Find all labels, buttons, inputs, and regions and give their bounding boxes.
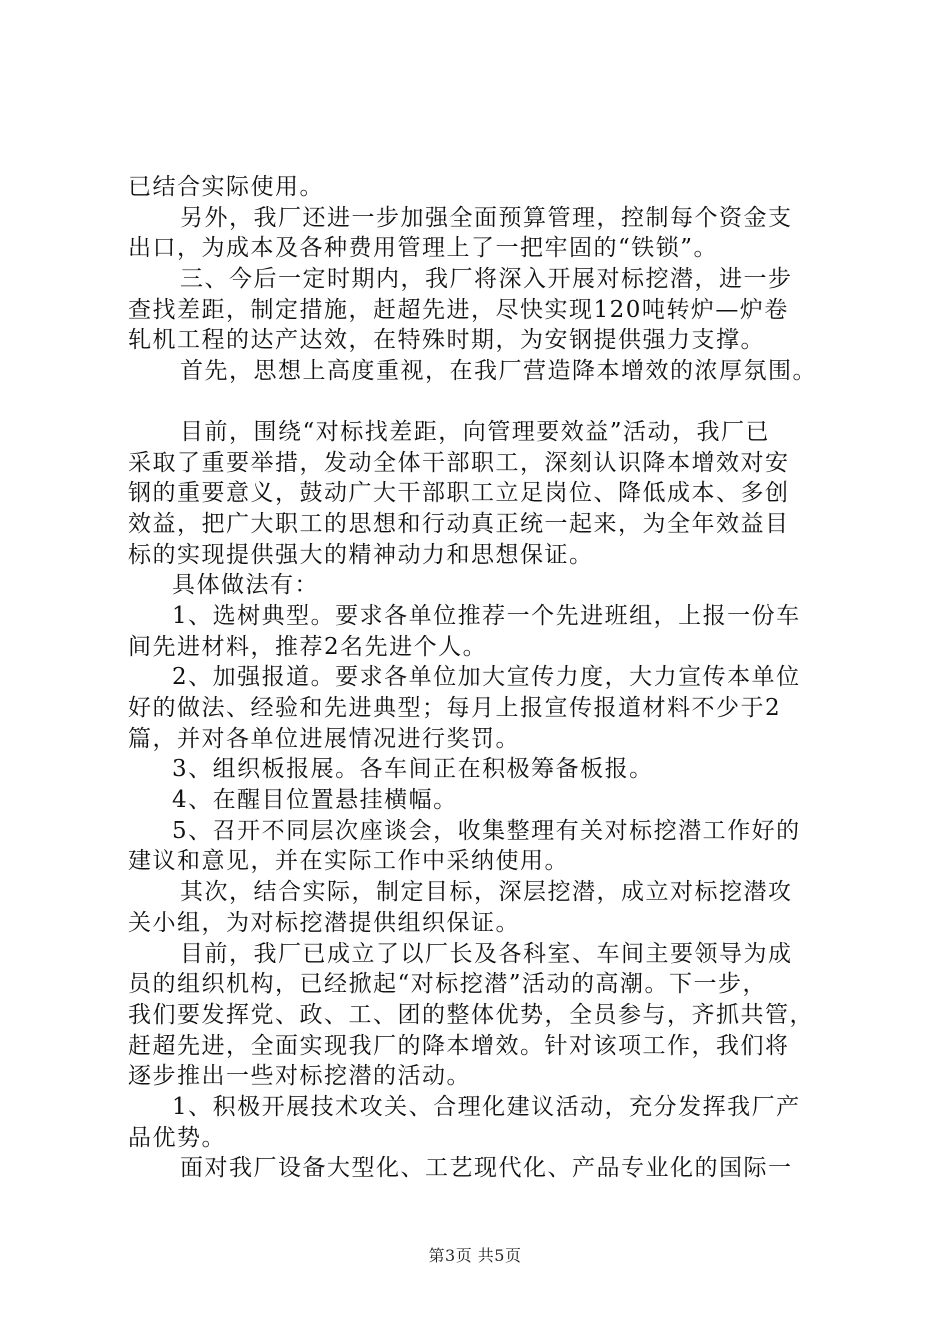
text-line: 具体做法有： <box>172 572 319 599</box>
text-line: 首先，思想上高度重视，在我厂营造降本增效的浓厚氛围。 <box>180 358 817 385</box>
text-line: 4、在醒目位置悬挂横幅。 <box>172 787 458 814</box>
text-line: 品优势。 <box>128 1124 226 1151</box>
text-line: 2、加强报道。要求各单位加大宣传力度，大力宣传本单位 <box>172 664 801 691</box>
text-line: 已结合实际使用。 <box>128 174 324 200</box>
text-line: 3、组织板报展。各车间正在积极筹备板报。 <box>172 756 654 783</box>
text-line: 目前，围绕“对标找差距，向管理要效益”活动，我厂已 <box>180 418 771 445</box>
text-line: 采取了重要举措，发动全体干部职工，深刻认识降本增效对安 <box>128 449 790 476</box>
text-line: 面对我厂设备大型化、工艺现代化、产品专业化的国际一 <box>180 1155 793 1182</box>
text-line: 建议和意见，并在实际工作中采纳使用。 <box>128 848 569 875</box>
text-line: 员的组织机构，已经掀起“对标挖潜”活动的高潮。下一步， <box>128 971 768 998</box>
text-line: 轧机工程的达产达效，在特殊时期，为安钢提供强力支撑。 <box>128 327 765 354</box>
text-line: 好的做法、经验和先进典型；每月上报宣传报道材料不少于2 <box>128 695 782 721</box>
text-line: 篇，并对各单位进展情况进行奖罚。 <box>128 725 520 752</box>
text-line: 逐步推出一些对标挖潜的活动。 <box>128 1063 471 1090</box>
text-line: 效益，把广大职工的思想和行动真正统一起来，为全年效益目 <box>128 510 790 537</box>
text-line: 其次，结合实际，制定目标，深层挖潜，成立对标挖潜攻 <box>180 879 793 906</box>
page-footer: 第3页 共5页 <box>428 1246 522 1265</box>
text-line: 另外，我厂还进一步加强全面预算管理，控制每个资金支 <box>180 204 793 231</box>
text-line: 1、积极开展技术攻关、合理化建议活动，充分发挥我厂产 <box>172 1093 801 1120</box>
text-line: 5、召开不同层次座谈会，收集整理有关对标挖潜工作好的 <box>172 817 801 844</box>
text-line: 三、今后一定时期内，我厂将深入开展对标挖潜，进一步 <box>180 266 793 293</box>
text-line: 关小组，为对标挖潜提供组织保证。 <box>128 909 520 936</box>
text-line: 钢的重要意义，鼓动广大干部职工立足岗位、降低成本、多创 <box>128 480 790 507</box>
text-line: 目前，我厂已成立了以厂长及各科室、车间主要领导为成 <box>180 940 793 967</box>
document-body <box>128 172 840 1184</box>
text-line: 出口，为成本及各种费用管理上了一把牢固的“铁锁”。 <box>128 235 719 262</box>
text-line: 我们要发挥党、政、工、团的整体优势，全员参与，齐抓共管， <box>128 1001 814 1028</box>
text-line: 赶超先进，全面实现我厂的降本增效。针对该项工作，我们将 <box>128 1032 790 1059</box>
text-line: 间先进材料，推荐2名先进个人。 <box>128 633 488 660</box>
text-line: 查找差距，制定措施，赶超先进，尽快实现120吨转炉—炉卷 <box>128 296 789 323</box>
text-line: 标的实现提供强大的精神动力和思想保证。 <box>128 541 594 568</box>
text-line: 1、选树典型。要求各单位推荐一个先进班组，上报一份车 <box>172 602 801 629</box>
paragraph-gap <box>128 387 840 417</box>
